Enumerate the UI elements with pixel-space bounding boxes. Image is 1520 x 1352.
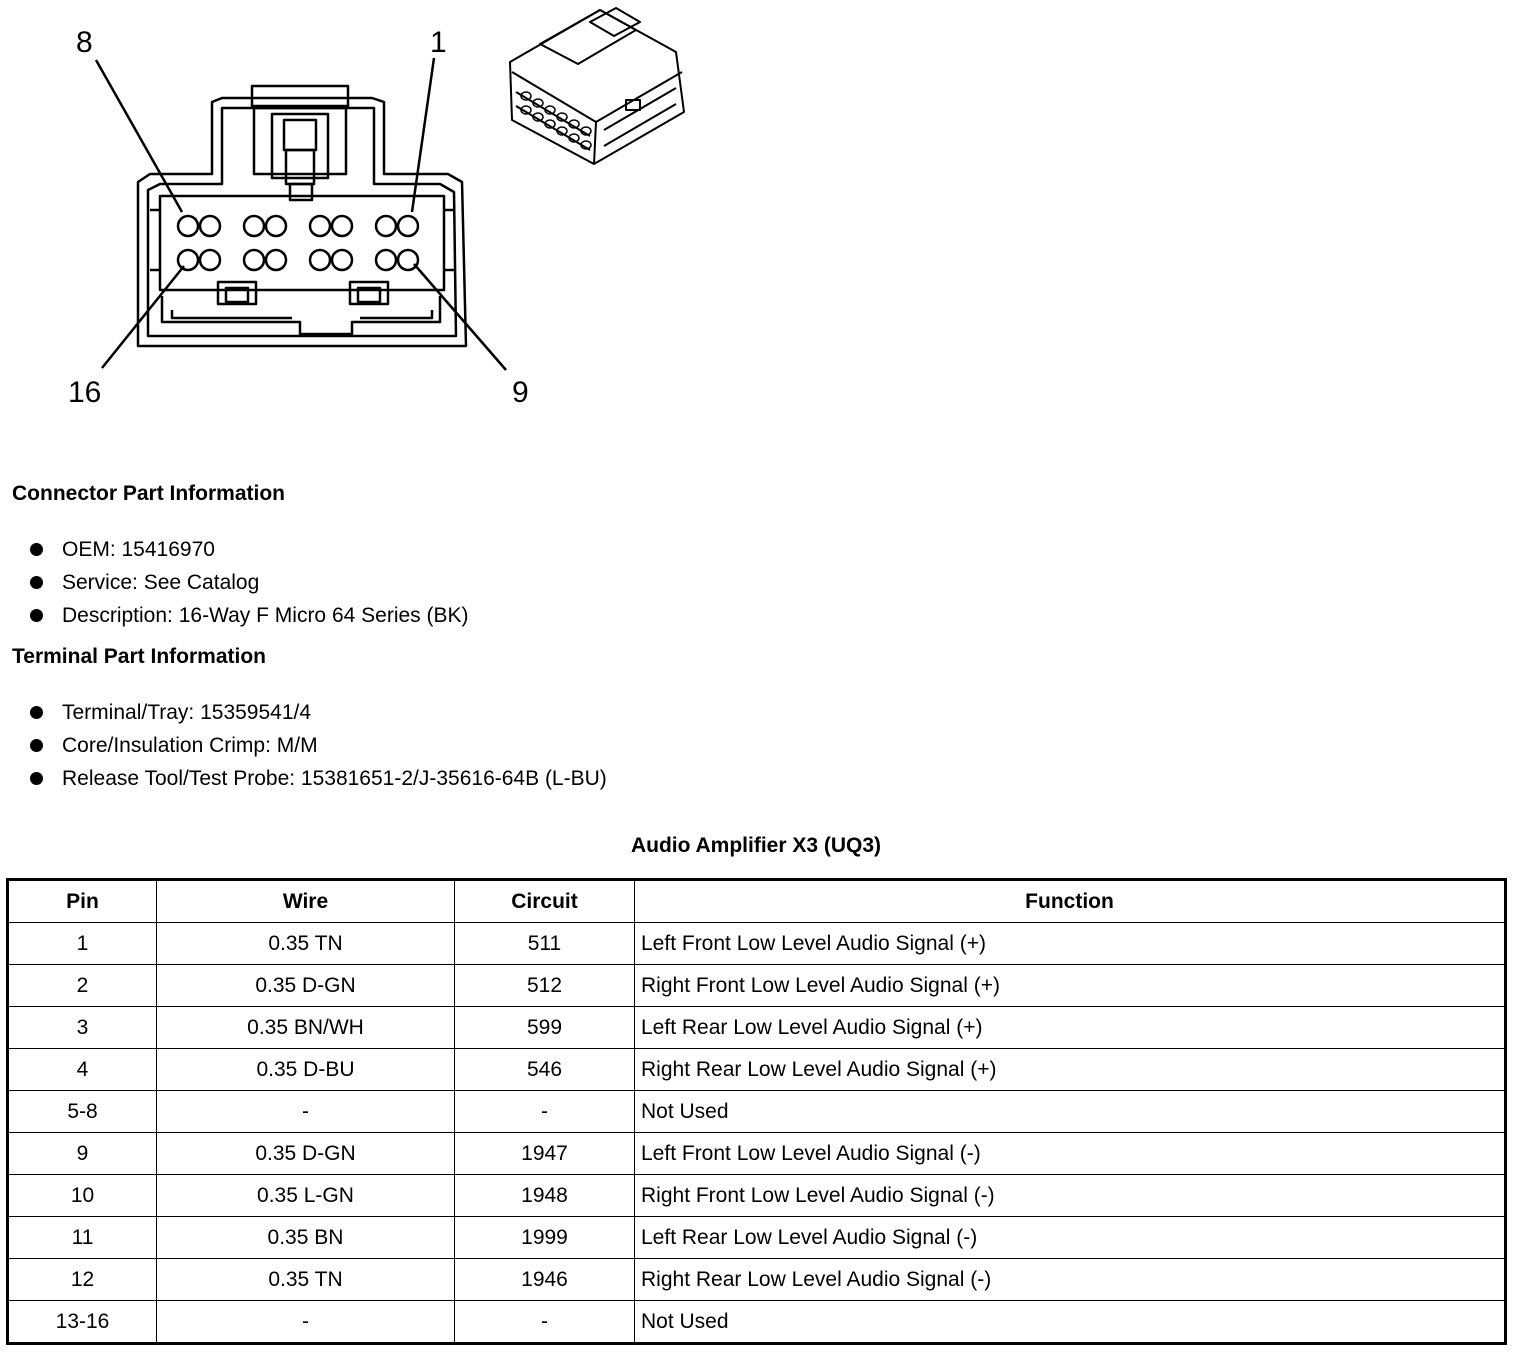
table-row — [8, 1049, 1506, 1091]
bullet-icon — [30, 543, 43, 556]
table-row — [8, 1091, 1506, 1133]
cell-function: Right Rear Low Level Audio Signal (-) — [635, 1259, 1506, 1301]
column-header-circuit: Circuit — [455, 880, 635, 923]
list-item: Core/Insulation Crimp: M/M — [30, 729, 607, 762]
table-row — [8, 1007, 1506, 1049]
cell-pin: 12 — [8, 1259, 157, 1301]
cell-circuit: 1948 — [455, 1175, 635, 1217]
table-header-row — [8, 880, 1506, 923]
cell-pin: 9 — [8, 1133, 157, 1175]
pin-label-1: 1 — [430, 26, 447, 59]
cell-function: Left Rear Low Level Audio Signal (+) — [635, 1007, 1506, 1049]
table-row — [8, 1217, 1506, 1259]
cell-wire: 0.35 BN/WH — [157, 1007, 455, 1049]
list-item: Service: See Catalog — [30, 566, 469, 599]
connector-key-right — [350, 282, 388, 304]
list-item: OEM: 15416970 — [30, 533, 469, 566]
bullet-icon — [30, 576, 43, 589]
list-item: Description: 16-Way F Micro 64 Series (BK) — [30, 599, 469, 632]
bullet-icon — [30, 609, 43, 622]
cell-pin: 2 — [8, 965, 157, 1007]
pinout-table — [6, 878, 1507, 1345]
cavity-frame — [160, 196, 444, 290]
connector-info-list — [30, 533, 469, 632]
column-header-function: Function — [635, 880, 1506, 923]
cell-wire: - — [157, 1091, 455, 1133]
column-header-pin: Pin — [8, 880, 157, 923]
table-row — [8, 1301, 1506, 1344]
column-header-wire: Wire — [157, 880, 455, 923]
cell-circuit: 1946 — [455, 1259, 635, 1301]
cell-pin: 10 — [8, 1175, 157, 1217]
bullet-icon — [30, 706, 43, 719]
terminal-info-list — [30, 696, 607, 795]
cell-function: Left Rear Low Level Audio Signal (-) — [635, 1217, 1506, 1259]
pin-label-9: 9 — [512, 376, 529, 409]
connector-key-left — [218, 282, 256, 304]
cell-pin: 3 — [8, 1007, 157, 1049]
table-row — [8, 1133, 1506, 1175]
connector-info-heading: Connector Part Information — [12, 482, 286, 505]
cell-function: Left Front Low Level Audio Signal (+) — [635, 923, 1506, 965]
cell-wire: 0.35 BN — [157, 1217, 455, 1259]
cell-wire: 0.35 L-GN — [157, 1175, 455, 1217]
cell-function: Not Used — [635, 1091, 1506, 1133]
pin-label-16: 16 — [68, 376, 102, 409]
cell-wire: - — [157, 1301, 455, 1344]
connector-housing-inner — [148, 108, 456, 336]
table-row — [8, 1175, 1506, 1217]
cell-wire: 0.35 TN — [157, 1259, 455, 1301]
cell-function: Not Used — [635, 1301, 1506, 1344]
table-title: Audio Amplifier X3 (UQ3) — [630, 834, 882, 857]
cell-circuit: 511 — [455, 923, 635, 965]
cell-circuit: - — [455, 1091, 635, 1133]
cell-function: Right Front Low Level Audio Signal (+) — [635, 965, 1506, 1007]
leader-line-pin-1 — [412, 58, 434, 212]
cell-circuit: 1947 — [455, 1133, 635, 1175]
cell-wire: 0.35 D-GN — [157, 1133, 455, 1175]
table-row — [8, 923, 1506, 965]
terminal-cavities-top-row — [178, 216, 418, 236]
cell-function: Right Rear Low Level Audio Signal (+) — [635, 1049, 1506, 1091]
bullet-icon — [30, 739, 43, 752]
terminal-info-heading: Terminal Part Information — [12, 645, 266, 668]
table-row — [8, 965, 1506, 1007]
cell-circuit: 512 — [455, 965, 635, 1007]
cell-function: Right Front Low Level Audio Signal (-) — [635, 1175, 1506, 1217]
terminal-cavities-bottom-row — [178, 250, 418, 270]
table-row — [8, 1259, 1506, 1301]
connector-latch — [252, 86, 348, 106]
cell-wire: 0.35 D-GN — [157, 965, 455, 1007]
cell-pin: 5-8 — [8, 1091, 157, 1133]
cell-circuit: - — [455, 1301, 635, 1344]
cell-circuit: 1999 — [455, 1217, 635, 1259]
cell-pin: 13-16 — [8, 1301, 157, 1344]
bullet-icon — [30, 772, 43, 785]
connector-diagram — [0, 0, 760, 420]
cell-wire: 0.35 TN — [157, 923, 455, 965]
cell-pin: 11 — [8, 1217, 157, 1259]
connector-isometric-view — [510, 8, 684, 164]
list-item: Release Tool/Test Probe: 15381651-2/J-35616-64B (L-BU) — [30, 762, 607, 795]
cell-circuit: 546 — [455, 1049, 635, 1091]
cell-circuit: 599 — [455, 1007, 635, 1049]
cell-function: Left Front Low Level Audio Signal (-) — [635, 1133, 1506, 1175]
pin-label-8: 8 — [76, 26, 93, 59]
cell-wire: 0.35 D-BU — [157, 1049, 455, 1091]
cell-pin: 4 — [8, 1049, 157, 1091]
cell-pin: 1 — [8, 923, 157, 965]
list-item: Terminal/Tray: 15359541/4 — [30, 696, 607, 729]
